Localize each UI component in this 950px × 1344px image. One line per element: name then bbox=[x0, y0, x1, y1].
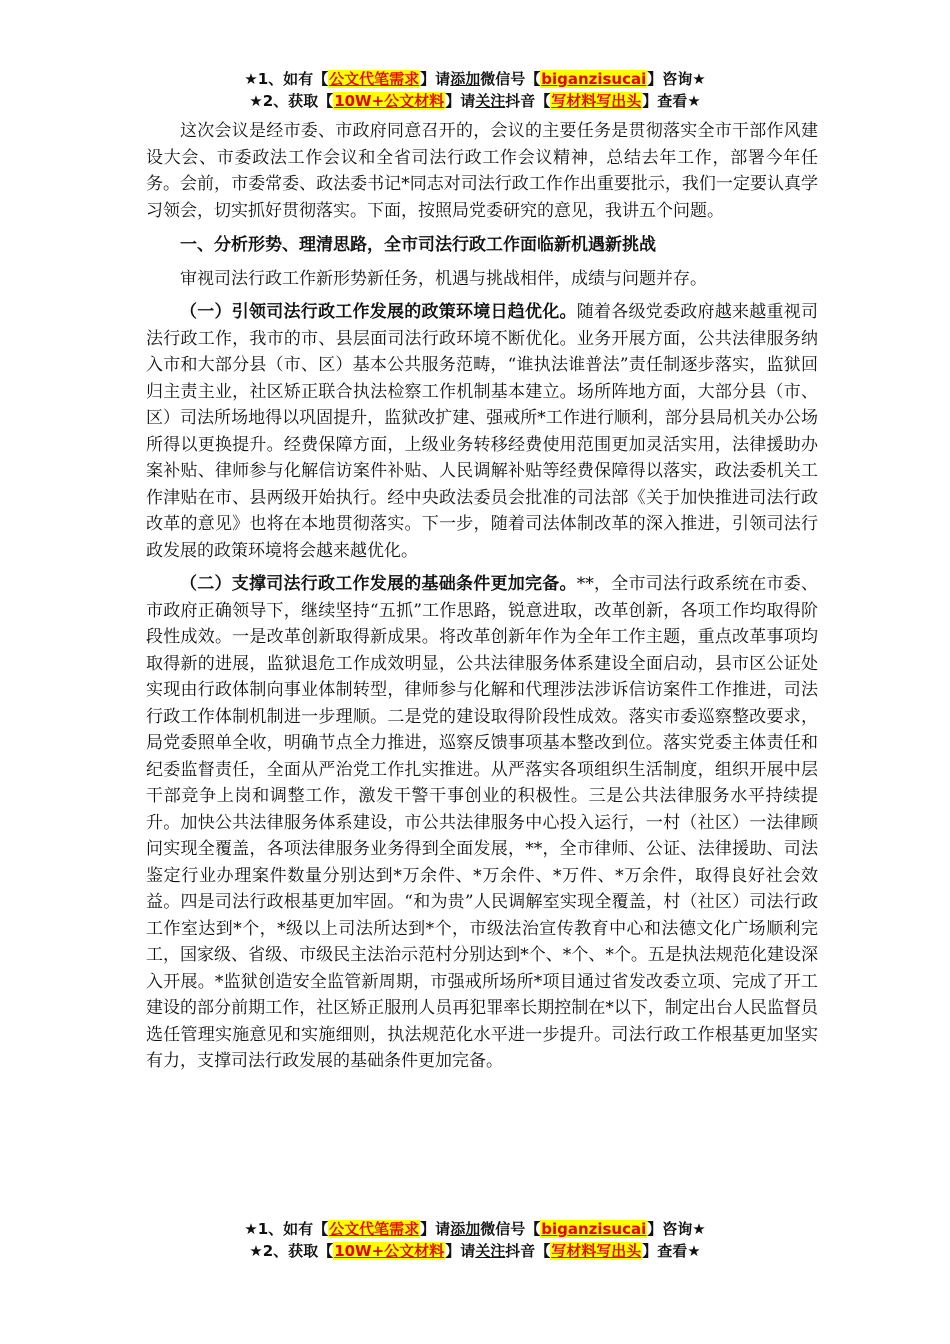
promo-banner-bottom bbox=[0, 1218, 950, 1262]
promo-text: ★1、如有【 bbox=[244, 1220, 329, 1238]
paragraph-text: **，全市司法行政系统在市委、市政府正确领导下，继续坚持“五抓”工作思路，锐意进取，改革创新，各项工作均取得阶段性成效。一是改革创新取得新成果。将改革创新年作为全年工作主题，重点改革事项均取得新的进展，监狱退危工作成效明显，公共法律服务体系建设全面启动，县市区公证处实现由行政体制向事业体制转型，律师参与化解和代理涉法涉诉信访案件工作推进，司法行政工作体制机制进一步理顺。二是党的建设取得阶段性成效。落实市委巡察整改要求，局党委照单全收，明确节点全力推进，巡察反馈事项基本整改到位。落实党委主体责任和纪委监督责任，全面从严治党工作扎实推进。从严落实各项组织生活制度，组织开展中层干部竞争上岗和调整工作，激发干警干事创业的积极性。三是公共法律服务水平持续提升。加快公共法律服务体系建设，市公共法律服务中心投入运行，一村（社区）一法律顾问实现全覆盖，各项法律服务业务得到全面发展，**，全市律师、公证、法律援助、司法鉴定行业办理案件数量分别达到*万余件、*万余件、*万件、*万余件，取得良好社会效益。四是司法行政根基更加牢固。“和为贵”人民调解室实现全覆盖，村（社区）司法行政工作室达到*个，*级以上司法所达到*个，市级法治宣传教育中心和法德文化广场顺利完工，国家级、省级、市级民主法治示范村分别达到*个、*个、*个。五是执法规范化建设深入开展。*监狱创造安全监管新周期，市强戒所场所*项目通过省发改委立项、完成了开工建设的部分前期工作，社区矫正服刑人员再犯罪率长期控制在*以下，制定出台人民监督员选任管理实施意见和实施细则，执法规范化水平进一步提升。司法行政工作根基更加坚实有力，支撑司法行政发展的基础条件更加完备。 bbox=[146, 574, 818, 1071]
promo-highlight: 10W+公文材料 bbox=[334, 1242, 445, 1260]
promo-line-2 bbox=[0, 90, 950, 112]
promo-highlight: biganzisucai bbox=[541, 1220, 647, 1238]
promo-text: 】咨询★ bbox=[647, 1220, 706, 1238]
promo-emphasis: 关注 bbox=[475, 1242, 506, 1260]
promo-highlight: 写材料写出头 bbox=[551, 92, 642, 110]
promo-text: 抖音【 bbox=[505, 1242, 551, 1260]
promo-text: 】查看★ bbox=[642, 1242, 701, 1260]
section-heading: 一、分析形势、理清思路，全市司法行政工作面临新机遇新挑战 bbox=[180, 235, 656, 255]
promo-highlight: 公文代笔需求 bbox=[329, 70, 420, 88]
document-body bbox=[146, 118, 818, 1075]
body-paragraph-1 bbox=[146, 299, 818, 564]
promo-highlight: 写材料写出头 bbox=[551, 1242, 642, 1260]
promo-line-1 bbox=[0, 1218, 950, 1240]
section-summary: 审视司法行政工作新形势新任务，机遇与挑战相伴，成绩与问题并存。 bbox=[180, 268, 707, 289]
promo-emphasis: 关注 bbox=[475, 92, 506, 110]
promo-text: 】请 bbox=[420, 1220, 451, 1238]
promo-text: 】查看★ bbox=[642, 92, 701, 110]
promo-text: ★1、如有【 bbox=[244, 70, 329, 88]
promo-text: 】请 bbox=[445, 92, 476, 110]
promo-emphasis: 添加 bbox=[450, 70, 481, 88]
promo-text: 微信号【 bbox=[480, 1220, 541, 1238]
promo-line-1 bbox=[0, 68, 950, 90]
promo-text: ★2、获取【 bbox=[249, 1242, 334, 1260]
promo-line-2 bbox=[0, 1240, 950, 1262]
promo-text: 抖音【 bbox=[505, 92, 551, 110]
promo-banner-top bbox=[0, 68, 950, 112]
body-paragraph-2 bbox=[146, 571, 818, 1075]
subsection-title: （二）支撑司法行政工作发展的基础条件更加完备。 bbox=[180, 574, 577, 594]
promo-highlight: 10W+公文材料 bbox=[334, 92, 445, 110]
paragraph-text: 随着各级党委政府越来越重视司法行政工作，我市的市、县层面司法行政环境不断优化。业务开展方面，公共法律服务纳入市和大部分县（市、区）基本公共服务范畴，“谁执法谁普法”责任制逐步落实，监狱回归主责主业，社区矫正联合执法检察工作机制基本建立。场所阵地方面，大部分县（市、区）司法所场地得以巩固提升，监狱改扩建、强戒所*工作进行顺利，部分县局机关办公场所得以更换提升。经费保障方面，上级业务转移经费使用范围更加灵活实用，法律援助办案补贴、律师参与化解信访案件补贴、人民调解补贴等经费保障得以落实，政法委机关工作津贴在市、县两级开始执行。经中央政法委员会批准的司法部《关于加快推进司法行政改革的意见》也将在本地贯彻落实。下一步，随着司法体制改革的深入推进，引领司法行政发展的政策环境将会越来越优化。 bbox=[146, 302, 818, 561]
promo-text: 】咨询★ bbox=[647, 70, 706, 88]
promo-text: 微信号【 bbox=[480, 70, 541, 88]
promo-text: ★2、获取【 bbox=[249, 92, 334, 110]
intro-paragraph: 这次会议是经市委、市政府同意召开的，会议的主要任务是贯彻落实全市干部作风建设大会、市委政法工作会议和全省司法行政工作会议精神，总结去年工作，部署今年任务。会前，市委常委、政法委书记*同志对司法行政工作作出重要批示，我们一定要认真学习领会，切实抓好贯彻落实。下面，按照局党委研究的意见，我讲五个问题。 bbox=[146, 121, 818, 221]
promo-highlight: biganzisucai bbox=[541, 70, 647, 88]
promo-emphasis: 添加 bbox=[450, 1220, 481, 1238]
promo-highlight: 公文代笔需求 bbox=[329, 1220, 420, 1238]
promo-text: 】请 bbox=[445, 1242, 476, 1260]
promo-text: 】请 bbox=[420, 70, 451, 88]
subsection-title: （一）引领司法行政工作发展的政策环境日趋优化。 bbox=[180, 302, 577, 322]
